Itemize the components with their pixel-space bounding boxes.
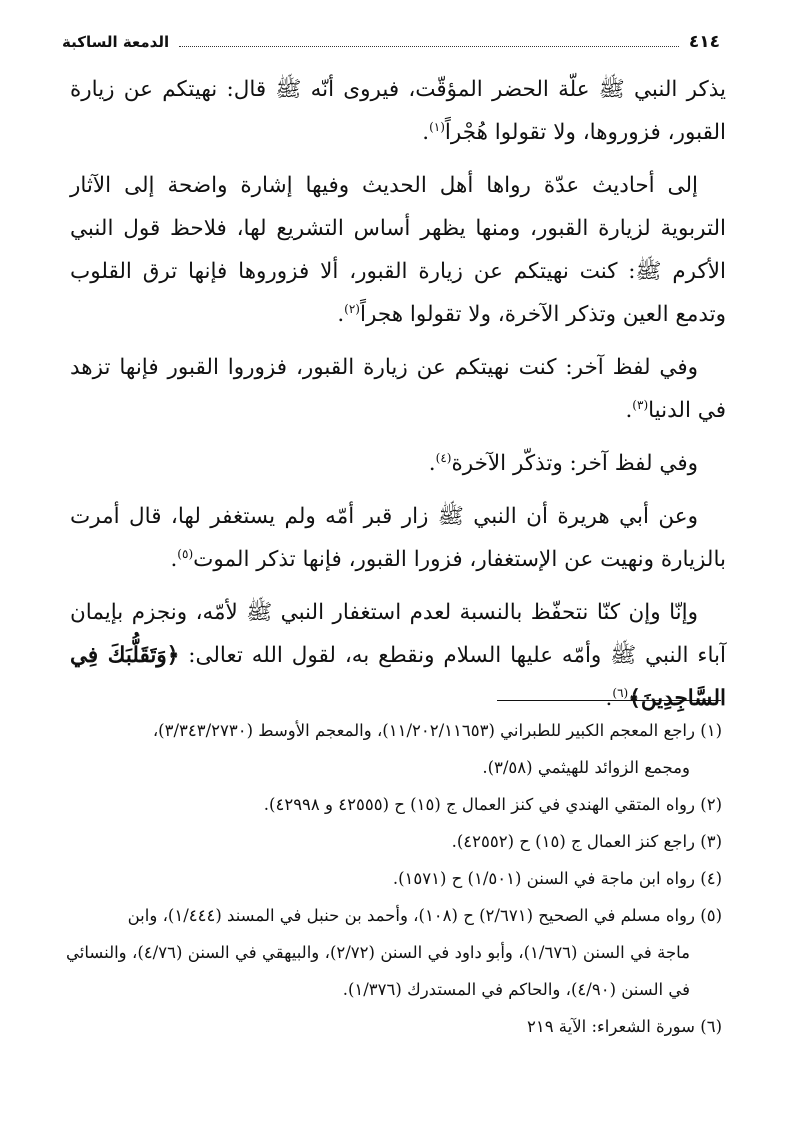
paragraph-4: وفي لفظ آخر: وتذكّر الآخرة$^{(٤)}$. xyxy=(428,450,698,476)
page-number: ٤١٤ xyxy=(688,32,720,52)
header-dotted-leader xyxy=(179,46,679,47)
footnote-ref-4[interactable]: (٤) xyxy=(435,450,452,465)
footnote-separator xyxy=(497,700,721,701)
footnote-ref-6[interactable]: (٦) xyxy=(612,685,629,700)
footnote-ref-1[interactable]: (١) xyxy=(429,119,445,134)
footnote-5: (٥) رواه مسلم في الصحيح (٢/٦٧١) ح (١٠٨)، وأحمد بن حنبل في المسند (١/٤٤٤)، وابن ماجة في السنن (١/٦٧٦)، وأبو داود في السنن (٢/٧٢)، والبيهقي في السنن (٤/٧٦)، والنسائي في السنن (٤/٩٠)، والحاكم في المستدرك (١/٣٧٦). xyxy=(66,906,722,999)
footnote-2: (٢) رواه المتقي الهندي في كنز العمال ج (١٥) ح (٤٢٥٥٥ و ٤٢٩٩٨). xyxy=(263,795,722,814)
main-text xyxy=(70,68,726,730)
paragraph-3: وفي لفظ آخر: كنت نهيتكم عن زيارة القبور، فزوروا القبور فإنها تزهد في الدنيا$^{(٣)}$. xyxy=(70,355,726,423)
footnote-4: (٤) رواه ابن ماجة في السنن (١/٥٠١) ح (١٥٧١). xyxy=(392,869,722,888)
paragraph-2: إلى أحاديث عدّة رواها أهل الحديث وفيها إشارة واضحة إلى الآثار التربوية لزيارة القبور، ومنها يظهر أساس التشريع لها، فلاحظ قول النبي الأكرم ﷺ: كنت نهيتكم عن زيارة القبور، ألا فزوروها فإنها ترق القلوب وتدمع العين وتذكر الآخرة، ولا تقولوا هجراً$^{(٢)}$. xyxy=(70,173,727,327)
footnote-3: (٣) راجع كنز العمال ج (١٥) ح (٤٢٥٥٢). xyxy=(451,832,722,851)
quran-verse: ﴿وَتَقَلُّبَكَ فِي السَّاجِدِينَ﴾ xyxy=(70,643,726,711)
footnote-ref-5[interactable]: (٥) xyxy=(177,546,194,561)
paragraph-6: وإنّا وإن كنّا نتحفّظ بالنسبة لعدم استغفار النبي ﷺ لأمّه، ونجزم بإيمان آباء النبي ﷺ وأمّه عليها السلام ونقطع به، لقول الله تعالى: ﴿وَتَقَلُّبَكَ فِي السَّاجِدِينَ﴾$^{(٦)}$. xyxy=(70,600,726,711)
footnote-ref-2[interactable]: (٢) xyxy=(344,301,360,316)
footnote-ref-3[interactable]: (٣) xyxy=(632,397,649,412)
footnote-1: (١) راجع المعجم الكبير للطبراني (١١/٢٠٢/١١٦٥٣)، والمعجم الأوسط (٣/٣٤٣/٢٧٣٠)، ومجمع الزوائد للهيثمي (٣/٥٨). xyxy=(152,721,722,777)
paragraph-1: يذكر النبي ﷺ علّة الحضر المؤقّت، فيروى أنّه ﷺ قال: نهيتكم عن زيارة القبور، فزوروها، ولا تقولوا هُجْراً$^{(١)}$. xyxy=(70,77,726,145)
footnote-6: (٦) سورة الشعراء: الآية ٢١٩ xyxy=(526,1017,722,1036)
book-title: الدمعة الساكبة xyxy=(62,33,170,51)
running-header xyxy=(62,30,720,54)
paragraph-5: وعن أبي هريرة أن النبي ﷺ زار قبر أمّه ولم يستغفر لها، قال أمرت بالزيارة ونهيت عن الإستغفار، فزورا القبور، فإنها تذكر الموت$^{(٥)}$. xyxy=(70,504,726,572)
footnotes xyxy=(66,712,722,1045)
